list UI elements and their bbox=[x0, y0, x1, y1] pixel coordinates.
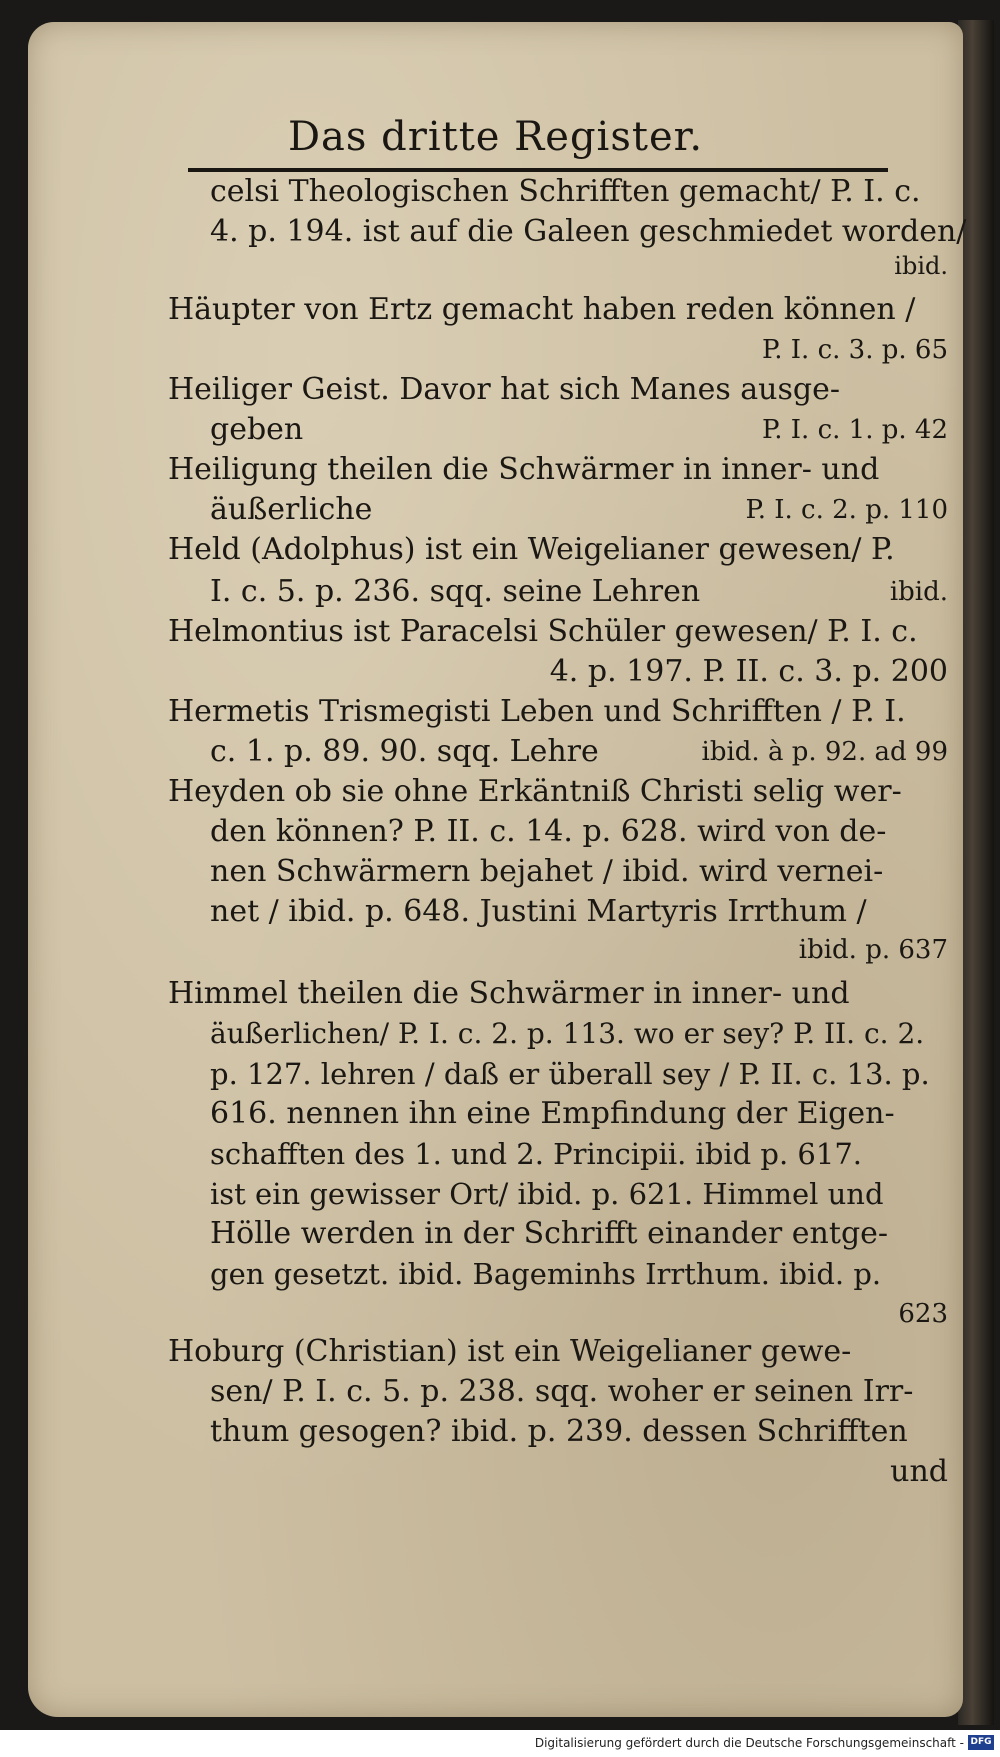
text-line: P. I. c. 1. p. 42 bbox=[762, 415, 948, 445]
text-line: Heyden ob sie ohne Erkäntniß Christi selig wer- bbox=[168, 774, 902, 809]
funding-note: Digitalisierung gefördert durch die Deutsche Forschungsgemeinschaft - bbox=[534, 1736, 964, 1750]
text-line: Hermetis Trismegisti Leben und Schrifften / P. I. bbox=[168, 694, 906, 729]
text-line: gen gesetzt. ibid. Bageminhs Irrthum. ibid. p. bbox=[210, 1257, 882, 1291]
running-header: Das dritte Register. bbox=[287, 114, 704, 160]
text-line: 623 bbox=[898, 1299, 948, 1329]
text-line: 616. nennen ihn eine Empfindung der Eigen- bbox=[210, 1096, 895, 1131]
text-line: net / ibid. p. 648. Justini Martyris Irrthum / bbox=[210, 894, 867, 929]
text-line: c. 1. p. 89. 90. sqq. Lehre bbox=[210, 734, 599, 769]
text-line: Himmel theilen die Schwärmer in inner- und bbox=[168, 976, 850, 1011]
text-line: ist ein gewisser Ort/ ibid. p. 621. Himmel und bbox=[210, 1177, 884, 1211]
text-line: Heiligung theilen die Schwärmer in inner- und bbox=[168, 452, 880, 487]
digitization-footer bbox=[0, 1730, 1000, 1757]
book-edge bbox=[958, 20, 994, 1725]
index-text bbox=[28, 22, 967, 1717]
text-line: Hölle werden in der Schrifft einander entge- bbox=[210, 1216, 889, 1251]
text-line: ibid. p. 637 bbox=[798, 935, 948, 965]
text-line: Heiliger Geist. Davor hat sich Manes ausge- bbox=[168, 372, 840, 407]
text-line: den können? P. II. c. 14. p. 628. wird von de- bbox=[210, 814, 887, 849]
text-line: schafften des 1. und 2. Principii. ibid p. 617. bbox=[210, 1137, 863, 1171]
text-line: Helmontius ist Paracelsi Schüler gewesen/ P. I. c. bbox=[168, 614, 918, 649]
text-line: nen Schwärmern bejahet / ibid. wird vernei- bbox=[210, 854, 884, 889]
text-line: äußerliche bbox=[210, 492, 373, 527]
text-line: äußerlichen/ P. I. c. 2. p. 113. wo er sey? P. II. c. 2. bbox=[210, 1017, 925, 1050]
text-line: ibid. à p. 92. ad 99 bbox=[701, 737, 948, 767]
text-line: geben bbox=[210, 412, 304, 447]
text-line: ibid. bbox=[889, 577, 948, 607]
text-line: Häupter von Ertz gemacht haben reden können / bbox=[168, 292, 916, 327]
text-line: P. I. c. 3. p. 65 bbox=[762, 335, 948, 365]
text-line: ibid. bbox=[894, 252, 948, 280]
text-line: 4. p. 197. P. II. c. 3. p. 200 bbox=[549, 654, 948, 689]
text-line: sen/ P. I. c. 5. p. 238. sqq. woher er seinen Irr- bbox=[210, 1374, 914, 1409]
text-line: P. I. c. 2. p. 110 bbox=[745, 495, 948, 525]
text-line: 4. p. 194. ist auf die Galeen geschmiedet worden/ bbox=[210, 214, 967, 249]
text-line: Hoburg (Christian) ist ein Weigelianer gewe- bbox=[168, 1334, 852, 1369]
book-page bbox=[28, 22, 967, 1717]
text-line: Held (Adolphus) ist ein Weigelianer gewesen/ P. bbox=[168, 532, 895, 567]
text-line: I. c. 5. p. 236. sqq. seine Lehren bbox=[210, 574, 701, 609]
text-line: und bbox=[890, 1454, 948, 1489]
dfg-logo: DFG bbox=[968, 1735, 994, 1750]
text-line: p. 127. lehren / daß er überall sey / P. II. c. 13. p. bbox=[210, 1057, 930, 1091]
text-line: celsi Theologischen Schrifften gemacht/ P. I. c. bbox=[210, 174, 921, 209]
text-line: thum gesogen? ibid. p. 239. dessen Schrifften bbox=[210, 1414, 908, 1449]
